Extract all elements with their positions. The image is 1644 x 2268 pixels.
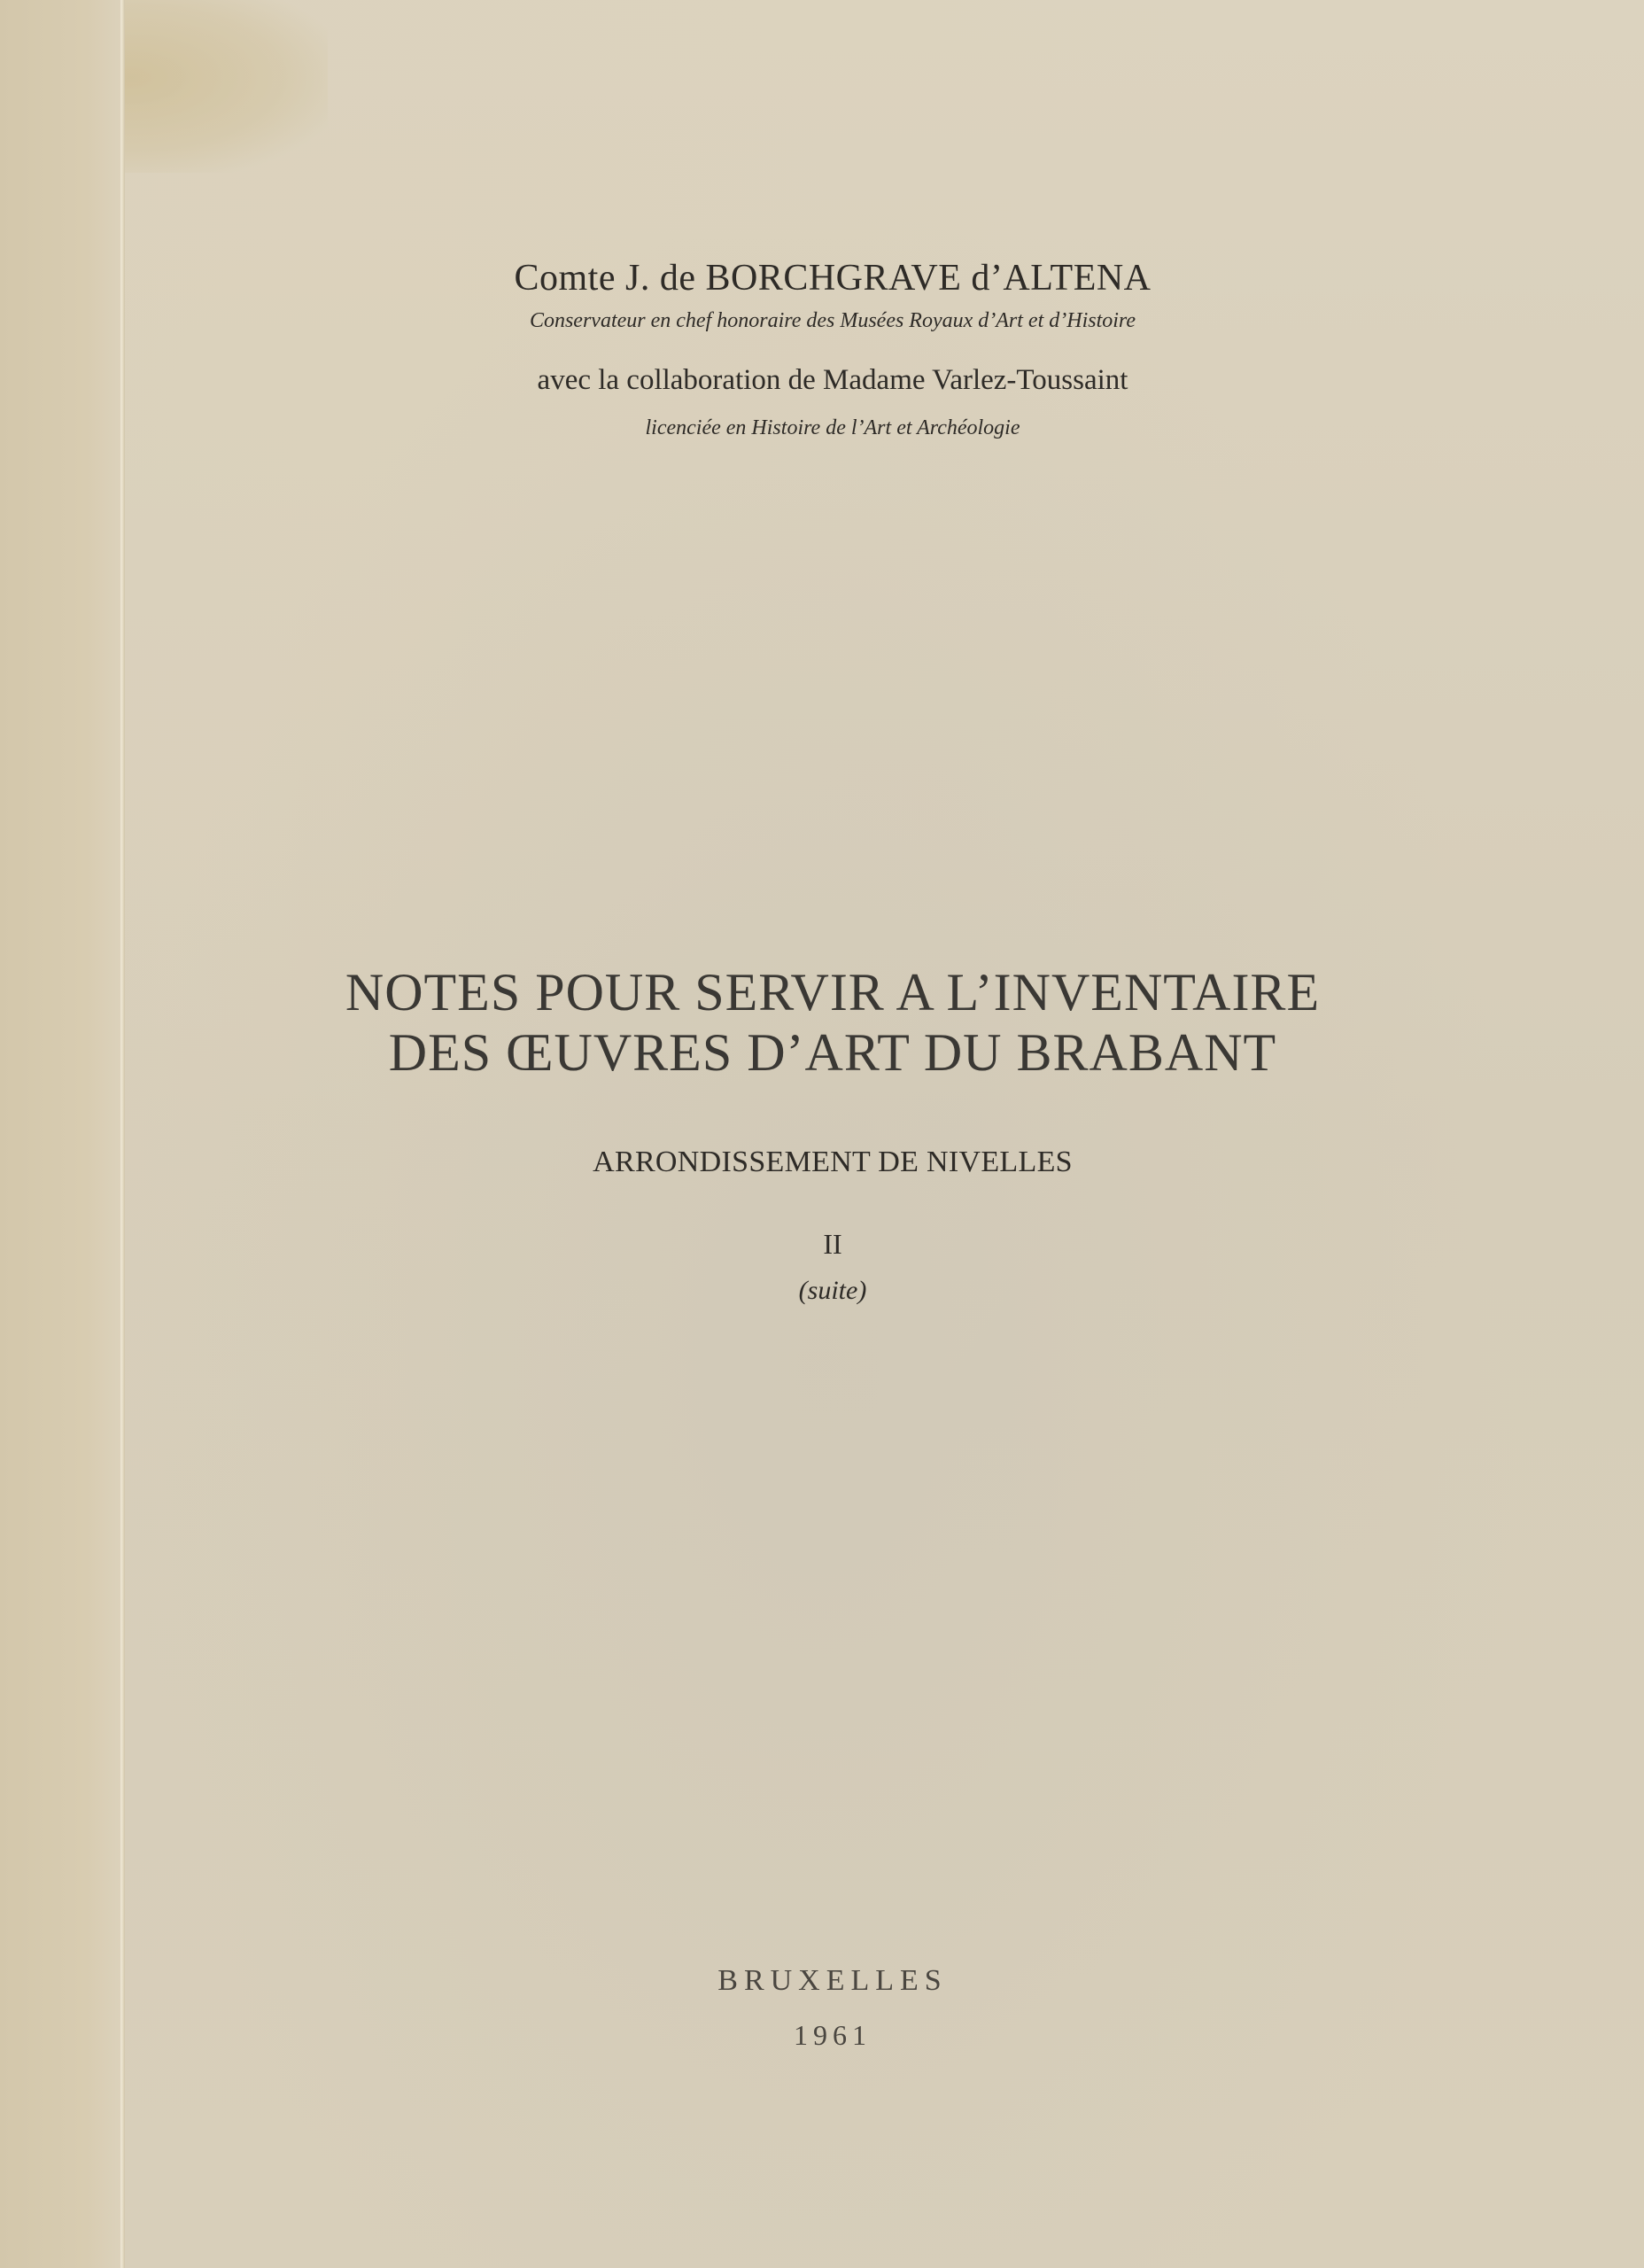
- volume-note: (suite): [798, 1276, 867, 1305]
- author-role: Conservateur en chef honoraire des Musées Royaux d’Art et d’Histoire: [529, 309, 1136, 332]
- imprint-year: 1961: [794, 2019, 872, 2051]
- collaborator-line: avec la collaboration de Madame Varlez-Toussaint: [537, 364, 1128, 396]
- author-name: Comte J. de BORCHGRAVE d’ALTENA: [514, 258, 1152, 299]
- title-line-1: NOTES POUR SERVIR A L’INVENTAIRE: [345, 963, 1321, 1021]
- title-line-2: DES ŒUVRES D’ART DU BRABANT: [388, 1023, 1277, 1082]
- subtitle: ARRONDISSEMENT DE NIVELLES: [593, 1146, 1073, 1178]
- volume-number: II: [823, 1228, 842, 1260]
- imprint-city: BRUXELLES: [717, 1964, 948, 1997]
- spine-fold-line: [120, 0, 125, 2268]
- collaborator-role: licenciée en Histoire de l’Art et Archéologie: [645, 416, 1020, 439]
- spine-strip: [0, 0, 124, 2268]
